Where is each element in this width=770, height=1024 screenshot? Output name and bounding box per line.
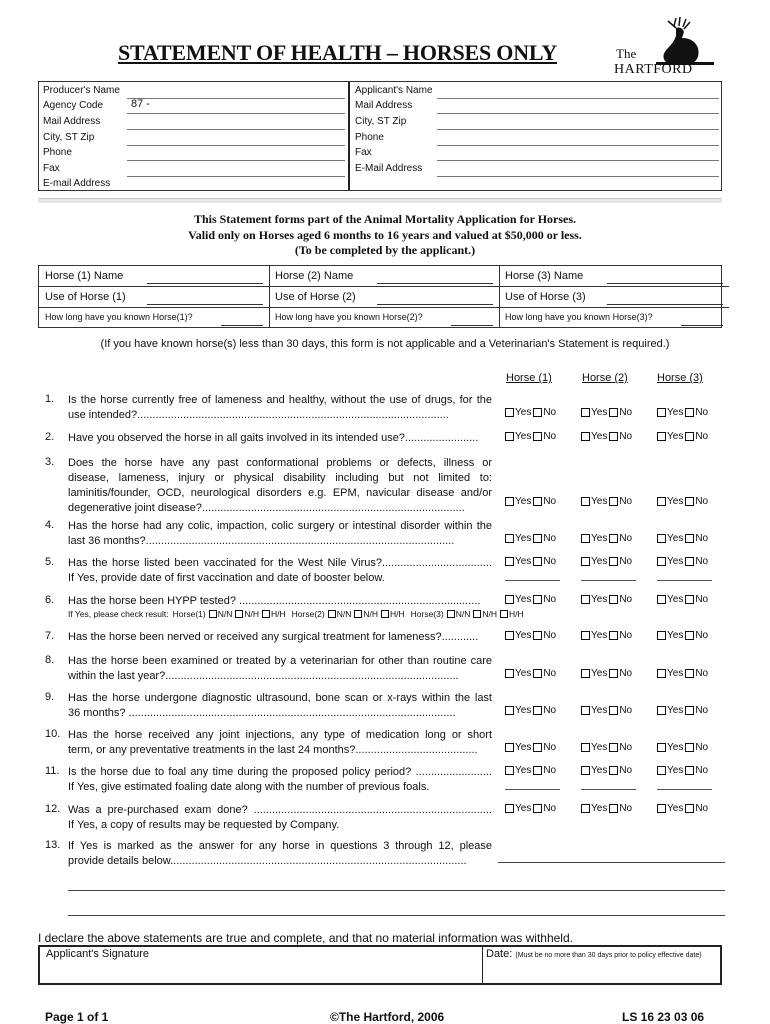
question-text (68, 728, 492, 758)
yes-checkbox[interactable] (657, 408, 666, 417)
question-text (68, 630, 492, 645)
horse-field-input[interactable] (221, 325, 263, 326)
question-number: 11. (45, 765, 60, 777)
horse-field-label: Horse (2) Name (275, 270, 354, 282)
question-text (68, 594, 492, 609)
hypp-checkbox[interactable] (381, 610, 389, 618)
question-line: If Yes, give estimated foaling date along with the number of previous foals. (68, 781, 430, 793)
hypp-horse-label: Horse(2) (291, 609, 325, 619)
agency-code-value: 87 - (131, 98, 150, 110)
yes-checkbox[interactable] (581, 408, 590, 417)
yes-checkbox[interactable] (581, 766, 590, 775)
no-checkbox[interactable] (609, 432, 618, 441)
no-checkbox[interactable] (533, 408, 542, 417)
hypp-checkbox[interactable] (500, 610, 508, 618)
hypp-option-label: H/H (271, 609, 286, 619)
applicant-field-label: Applicant's Name (355, 85, 433, 96)
answer-horse-1: Yes No (505, 803, 556, 814)
signature-field[interactable]: Applicant's Signature (46, 948, 149, 960)
answer-horse-3: Yes No (657, 431, 708, 442)
answer-horse-1: Yes No (505, 533, 556, 544)
hypp-horse-label: Horse(1) (172, 609, 206, 619)
no-checkbox[interactable] (609, 743, 618, 752)
horse-field-input[interactable] (681, 325, 723, 326)
hypp-option-label: N/N (217, 609, 233, 619)
answer-horse-2: Yes No (581, 431, 632, 442)
column-header-horse-3: Horse (3) (657, 372, 703, 384)
yes-checkbox[interactable] (581, 557, 590, 566)
question-line: Has the horse been examined or treated by a veterinarian for other than routine care (68, 655, 492, 667)
no-checkbox[interactable] (609, 766, 618, 775)
hypp-option-label: N/N (336, 609, 352, 619)
question-line: provide details below................................................................................................. (68, 855, 467, 867)
form-number: LS 16 23 03 06 (622, 1010, 705, 1024)
hypp-checkbox[interactable] (328, 610, 336, 618)
date-blank[interactable] (581, 580, 636, 581)
no-checkbox[interactable] (533, 669, 542, 678)
column-header-horse-2: Horse (2) (582, 372, 628, 384)
yes-checkbox[interactable] (505, 557, 514, 566)
yes-checkbox[interactable] (581, 631, 590, 640)
question-line: Has the horse listed been vaccinated for the West Nile Virus?.................................... (68, 557, 492, 569)
no-checkbox[interactable] (533, 432, 542, 441)
question-text (68, 519, 492, 549)
question-line: Have you observed the horse in all gaits involved in its intended use?........................ (68, 432, 479, 444)
statement-line: Valid only on Horses aged 6 months to 16 years and valued at $50,000 or less. (188, 228, 582, 242)
question-line: Was a pre-purchased exam done? .............................................................................. (68, 804, 492, 816)
hypp-option-label: N/H (244, 609, 259, 619)
yes-checkbox[interactable] (657, 669, 666, 678)
yes-checkbox[interactable] (505, 669, 514, 678)
applicant-field-label: Mail Address (355, 100, 413, 111)
yes-checkbox[interactable] (581, 534, 590, 543)
no-checkbox[interactable] (685, 432, 694, 441)
hypp-prompt: If Yes, please check result: (68, 609, 169, 619)
answer-horse-2: Yes No (581, 803, 632, 814)
horse-field-input[interactable] (607, 304, 723, 305)
divider (38, 198, 722, 203)
yes-checkbox[interactable] (581, 432, 590, 441)
hypp-option-label: N/H (482, 609, 497, 619)
yes-checkbox[interactable] (581, 706, 590, 715)
no-checkbox[interactable] (685, 706, 694, 715)
producer-field-input[interactable] (127, 98, 345, 99)
answer-horse-3: Yes No (657, 496, 708, 507)
yes-checkbox[interactable] (505, 432, 514, 441)
producer-field-label: City, ST Zip (43, 132, 95, 143)
hypp-checkbox[interactable] (354, 610, 362, 618)
date-blank[interactable] (657, 789, 712, 790)
producer-field-input[interactable] (127, 113, 345, 114)
no-checkbox[interactable] (685, 595, 694, 604)
producer-field-label: E-mail Address (43, 178, 111, 189)
details-line[interactable] (68, 915, 725, 916)
horse-field-label: Horse (3) Name (505, 270, 584, 282)
question-line: 36 months? ........................................................................................................... (68, 707, 456, 719)
copyright: ©The Hartford, 2006 (330, 1010, 445, 1024)
no-checkbox[interactable] (533, 706, 542, 715)
question-line: If Yes, provide date of first vaccination and date of booster below. (68, 572, 385, 584)
question-text (68, 431, 492, 446)
question-text (68, 556, 492, 586)
yes-checkbox[interactable] (657, 534, 666, 543)
answer-horse-2: Yes No (581, 556, 632, 567)
horse-field-label: Use of Horse (3) (505, 291, 586, 303)
stag-icon (646, 16, 716, 66)
horse-field-label: How long have you known Horse(2)? (275, 312, 423, 322)
question-text (68, 654, 492, 684)
no-checkbox[interactable] (533, 595, 542, 604)
no-checkbox[interactable] (533, 743, 542, 752)
answer-horse-2: Yes No (581, 668, 632, 679)
no-checkbox[interactable] (685, 497, 694, 506)
yes-checkbox[interactable] (505, 631, 514, 640)
yes-checkbox[interactable] (657, 706, 666, 715)
hartford-logo: The HARTFORD (610, 16, 720, 78)
answer-horse-1: Yes No (505, 742, 556, 753)
answer-horse-3: Yes No (657, 594, 708, 605)
hypp-result-row (68, 609, 524, 619)
question-number: 2. (45, 431, 55, 443)
answer-horse-2: Yes No (581, 742, 632, 753)
answer-horse-1: Yes No (505, 407, 556, 418)
question-line: Has the horse had any colic, impaction, colic surgery or intestinal disorder within the (68, 520, 492, 532)
horse-field-label: Use of Horse (2) (275, 291, 356, 303)
no-checkbox[interactable] (533, 766, 542, 775)
no-checkbox[interactable] (533, 804, 542, 813)
no-checkbox[interactable] (609, 631, 618, 640)
hypp-option-label: N/H (363, 609, 378, 619)
producer-field-label: Agency Code (43, 100, 104, 111)
signature-box (38, 945, 722, 985)
question-text (68, 393, 492, 423)
details-line[interactable] (68, 890, 725, 891)
date-field[interactable]: Date: (Must be no more than 30 days prior to policy effective date) (486, 948, 702, 960)
yes-checkbox[interactable] (581, 595, 590, 604)
answer-horse-3: Yes No (657, 407, 708, 418)
question-text (68, 839, 492, 869)
question-line: If Yes, a copy of results may be requested by Company. (68, 819, 340, 831)
question-text (68, 456, 492, 516)
yes-checkbox[interactable] (505, 766, 514, 775)
horse-field-label: How long have you known Horse(1)? (45, 312, 193, 322)
answer-horse-2: Yes No (581, 765, 632, 776)
question-line: within the last year?................................................................................................ (68, 670, 459, 682)
applicant-field-label: City, ST Zip (355, 116, 407, 127)
yes-checkbox[interactable] (657, 804, 666, 813)
answer-horse-2: Yes No (581, 407, 632, 418)
details-line[interactable] (498, 862, 725, 863)
answer-horse-3: Yes No (657, 556, 708, 567)
answer-horse-2: Yes No (581, 533, 632, 544)
applicant-field-input[interactable] (437, 113, 719, 114)
note: (If you have known horse(s) less than 30 days, this form is not applicable and a Veterinarian's Statement is required.) (100, 338, 670, 350)
hypp-checkbox[interactable] (209, 610, 217, 618)
applicant-field-input[interactable] (437, 98, 719, 99)
answer-horse-2: Yes No (581, 705, 632, 716)
answer-horse-1: Yes No (505, 668, 556, 679)
yes-checkbox[interactable] (581, 669, 590, 678)
question-line: use intended?...................................................................................................... (68, 409, 449, 421)
horse-field-input[interactable] (377, 283, 493, 284)
horse-field-input[interactable] (377, 304, 493, 305)
applicant-field-input[interactable] (437, 176, 719, 177)
yes-checkbox[interactable] (581, 743, 590, 752)
applicant-field-input[interactable] (437, 129, 719, 130)
declaration: I declare the above statements are true and complete, and that no material information was withheld. (38, 931, 573, 945)
yes-checkbox[interactable] (505, 497, 514, 506)
no-checkbox[interactable] (533, 534, 542, 543)
statement-line: (To be completed by the applicant.) (294, 243, 476, 257)
no-checkbox[interactable] (685, 534, 694, 543)
answer-horse-2: Yes No (581, 594, 632, 605)
answer-horse-1: Yes No (505, 594, 556, 605)
answer-horse-2: Yes No (581, 630, 632, 641)
answer-horse-1: Yes No (505, 556, 556, 567)
date-blank[interactable] (657, 580, 712, 581)
no-checkbox[interactable] (685, 669, 694, 678)
answer-horse-1: Yes No (505, 496, 556, 507)
page-number: Page 1 of 1 (45, 1010, 109, 1024)
answer-horse-1: Yes No (505, 705, 556, 716)
no-checkbox[interactable] (609, 669, 618, 678)
question-line: Is the horse currently free of lameness and healthy, without the use of drugs, for the (68, 394, 492, 406)
producer-field-input[interactable] (127, 145, 345, 146)
no-checkbox[interactable] (609, 408, 618, 417)
producer-field-input[interactable] (127, 160, 345, 161)
no-checkbox[interactable] (533, 631, 542, 640)
question-line: disease, lameness, injury or physical disability including but not limited to: (68, 472, 492, 484)
yes-checkbox[interactable] (657, 743, 666, 752)
answer-horse-1: Yes No (505, 765, 556, 776)
contact-info-box (38, 81, 722, 191)
no-checkbox[interactable] (533, 557, 542, 566)
question-number: 13. (45, 839, 61, 851)
page-title: STATEMENT OF HEALTH – HORSES ONLY (118, 40, 558, 65)
no-checkbox[interactable] (685, 408, 694, 417)
question-line: Does the horse have any past conformational problems or defects, illness or (68, 457, 492, 469)
question-number: 4. (45, 519, 55, 531)
yes-checkbox[interactable] (505, 743, 514, 752)
answer-horse-1: Yes No (505, 431, 556, 442)
no-checkbox[interactable] (685, 631, 694, 640)
date-blank[interactable] (505, 789, 560, 790)
applicant-field-label: E-Mail Address (355, 163, 423, 174)
question-number: 12. (45, 803, 61, 815)
answer-horse-3: Yes No (657, 742, 708, 753)
yes-checkbox[interactable] (657, 631, 666, 640)
statement-line: This Statement forms part of the Animal Mortality Application for Horses. (193, 212, 577, 226)
answer-horse-3: Yes No (657, 705, 708, 716)
question-number: 1. (45, 393, 55, 405)
no-checkbox[interactable] (685, 743, 694, 752)
hypp-checkbox[interactable] (473, 610, 481, 618)
question-number: 3. (45, 456, 55, 468)
column-header-horse-1: Horse (1) (506, 372, 552, 384)
question-line: Is the horse due to foal any time during the proposed policy period? ......................... (68, 766, 492, 778)
question-number: 8. (45, 654, 55, 666)
horse-field-input[interactable] (451, 325, 493, 326)
answer-horse-2: Yes No (581, 496, 632, 507)
yes-checkbox[interactable] (581, 804, 590, 813)
no-checkbox[interactable] (609, 497, 618, 506)
date-blank[interactable] (581, 789, 636, 790)
question-line: If Yes is marked as the answer for any horse in questions 3 through 12, please (68, 840, 492, 852)
horse-info-table (38, 265, 722, 328)
hypp-checkbox[interactable] (262, 610, 270, 618)
answer-horse-3: Yes No (657, 533, 708, 544)
question-line: Has the horse been HYPP tested? ............................................................................... (68, 595, 481, 607)
yes-checkbox[interactable] (505, 595, 514, 604)
question-text (68, 765, 492, 795)
answer-horse-3: Yes No (657, 765, 708, 776)
yes-checkbox[interactable] (657, 557, 666, 566)
answer-horse-1: Yes No (505, 630, 556, 641)
question-line: Has the horse undergone diagnostic ultrasound, bone scan or x-rays within the last (68, 692, 492, 704)
question-line: Has the horse been nerved or received any surgical treatment for lameness?............ (68, 631, 479, 643)
question-text (68, 691, 492, 721)
question-line: last 36 months?..................................................................................................... (68, 535, 455, 547)
hypp-checkbox[interactable] (235, 610, 243, 618)
question-number: 10. (45, 728, 61, 740)
question-number: 7. (45, 630, 55, 642)
horse-field-label: Horse (1) Name (45, 270, 124, 282)
producer-field-label: Phone (43, 147, 72, 158)
applicant-field-label: Fax (355, 147, 372, 158)
producer-field-label: Mail Address (43, 116, 101, 127)
no-checkbox[interactable] (533, 497, 542, 506)
horse-field-input[interactable] (607, 283, 723, 284)
answer-horse-3: Yes No (657, 630, 708, 641)
question-line: degenerative joint disease?...................................................................................... (68, 502, 465, 514)
no-checkbox[interactable] (609, 804, 618, 813)
horse-field-label: How long have you known Horse(3)? (505, 312, 653, 322)
no-checkbox[interactable] (609, 706, 618, 715)
yes-checkbox[interactable] (505, 534, 514, 543)
yes-checkbox[interactable] (505, 706, 514, 715)
producer-field-label: Producer's Name (43, 85, 120, 96)
question-text (68, 803, 492, 833)
producer-field-input[interactable] (127, 129, 345, 130)
producer-field-input[interactable] (127, 176, 345, 177)
answer-horse-3: Yes No (657, 668, 708, 679)
hypp-option-label: N/N (455, 609, 471, 619)
question-number: 6. (45, 594, 55, 606)
no-checkbox[interactable] (685, 766, 694, 775)
horse-field-input[interactable] (147, 283, 263, 284)
applicant-field-input[interactable] (437, 145, 719, 146)
yes-checkbox[interactable] (505, 408, 514, 417)
yes-checkbox[interactable] (657, 432, 666, 441)
applicant-field-input[interactable] (437, 160, 719, 161)
hypp-option-label: H/H (389, 609, 405, 619)
yes-checkbox[interactable] (657, 595, 666, 604)
question-line: Has the horse received any joint injections, any type of medication long or short (68, 729, 492, 741)
horse-field-input[interactable] (147, 304, 263, 305)
applicant-field-label: Phone (355, 132, 384, 143)
yes-checkbox[interactable] (505, 804, 514, 813)
date-blank[interactable] (505, 580, 560, 581)
yes-checkbox[interactable] (657, 766, 666, 775)
hypp-option-label: H/H (508, 609, 524, 619)
no-checkbox[interactable] (685, 804, 694, 813)
horse-field-label: Use of Horse (1) (45, 291, 126, 303)
yes-checkbox[interactable] (581, 497, 590, 506)
no-checkbox[interactable] (685, 557, 694, 566)
no-checkbox[interactable] (609, 534, 618, 543)
hypp-checkbox[interactable] (447, 610, 455, 618)
no-checkbox[interactable] (609, 595, 618, 604)
no-checkbox[interactable] (609, 557, 618, 566)
producer-field-label: Fax (43, 163, 60, 174)
question-number: 9. (45, 691, 55, 703)
hypp-horse-label: Horse(3) (410, 609, 444, 619)
answer-horse-3: Yes No (657, 803, 708, 814)
question-number: 5. (45, 556, 55, 568)
yes-checkbox[interactable] (657, 497, 666, 506)
question-line: term, or any preventative treatments in the last 24 months?........................................ (68, 744, 478, 756)
question-line: laminitis/founder, OCD, neurological disorders e.g. EPM, navicular disease and/or (68, 487, 492, 499)
